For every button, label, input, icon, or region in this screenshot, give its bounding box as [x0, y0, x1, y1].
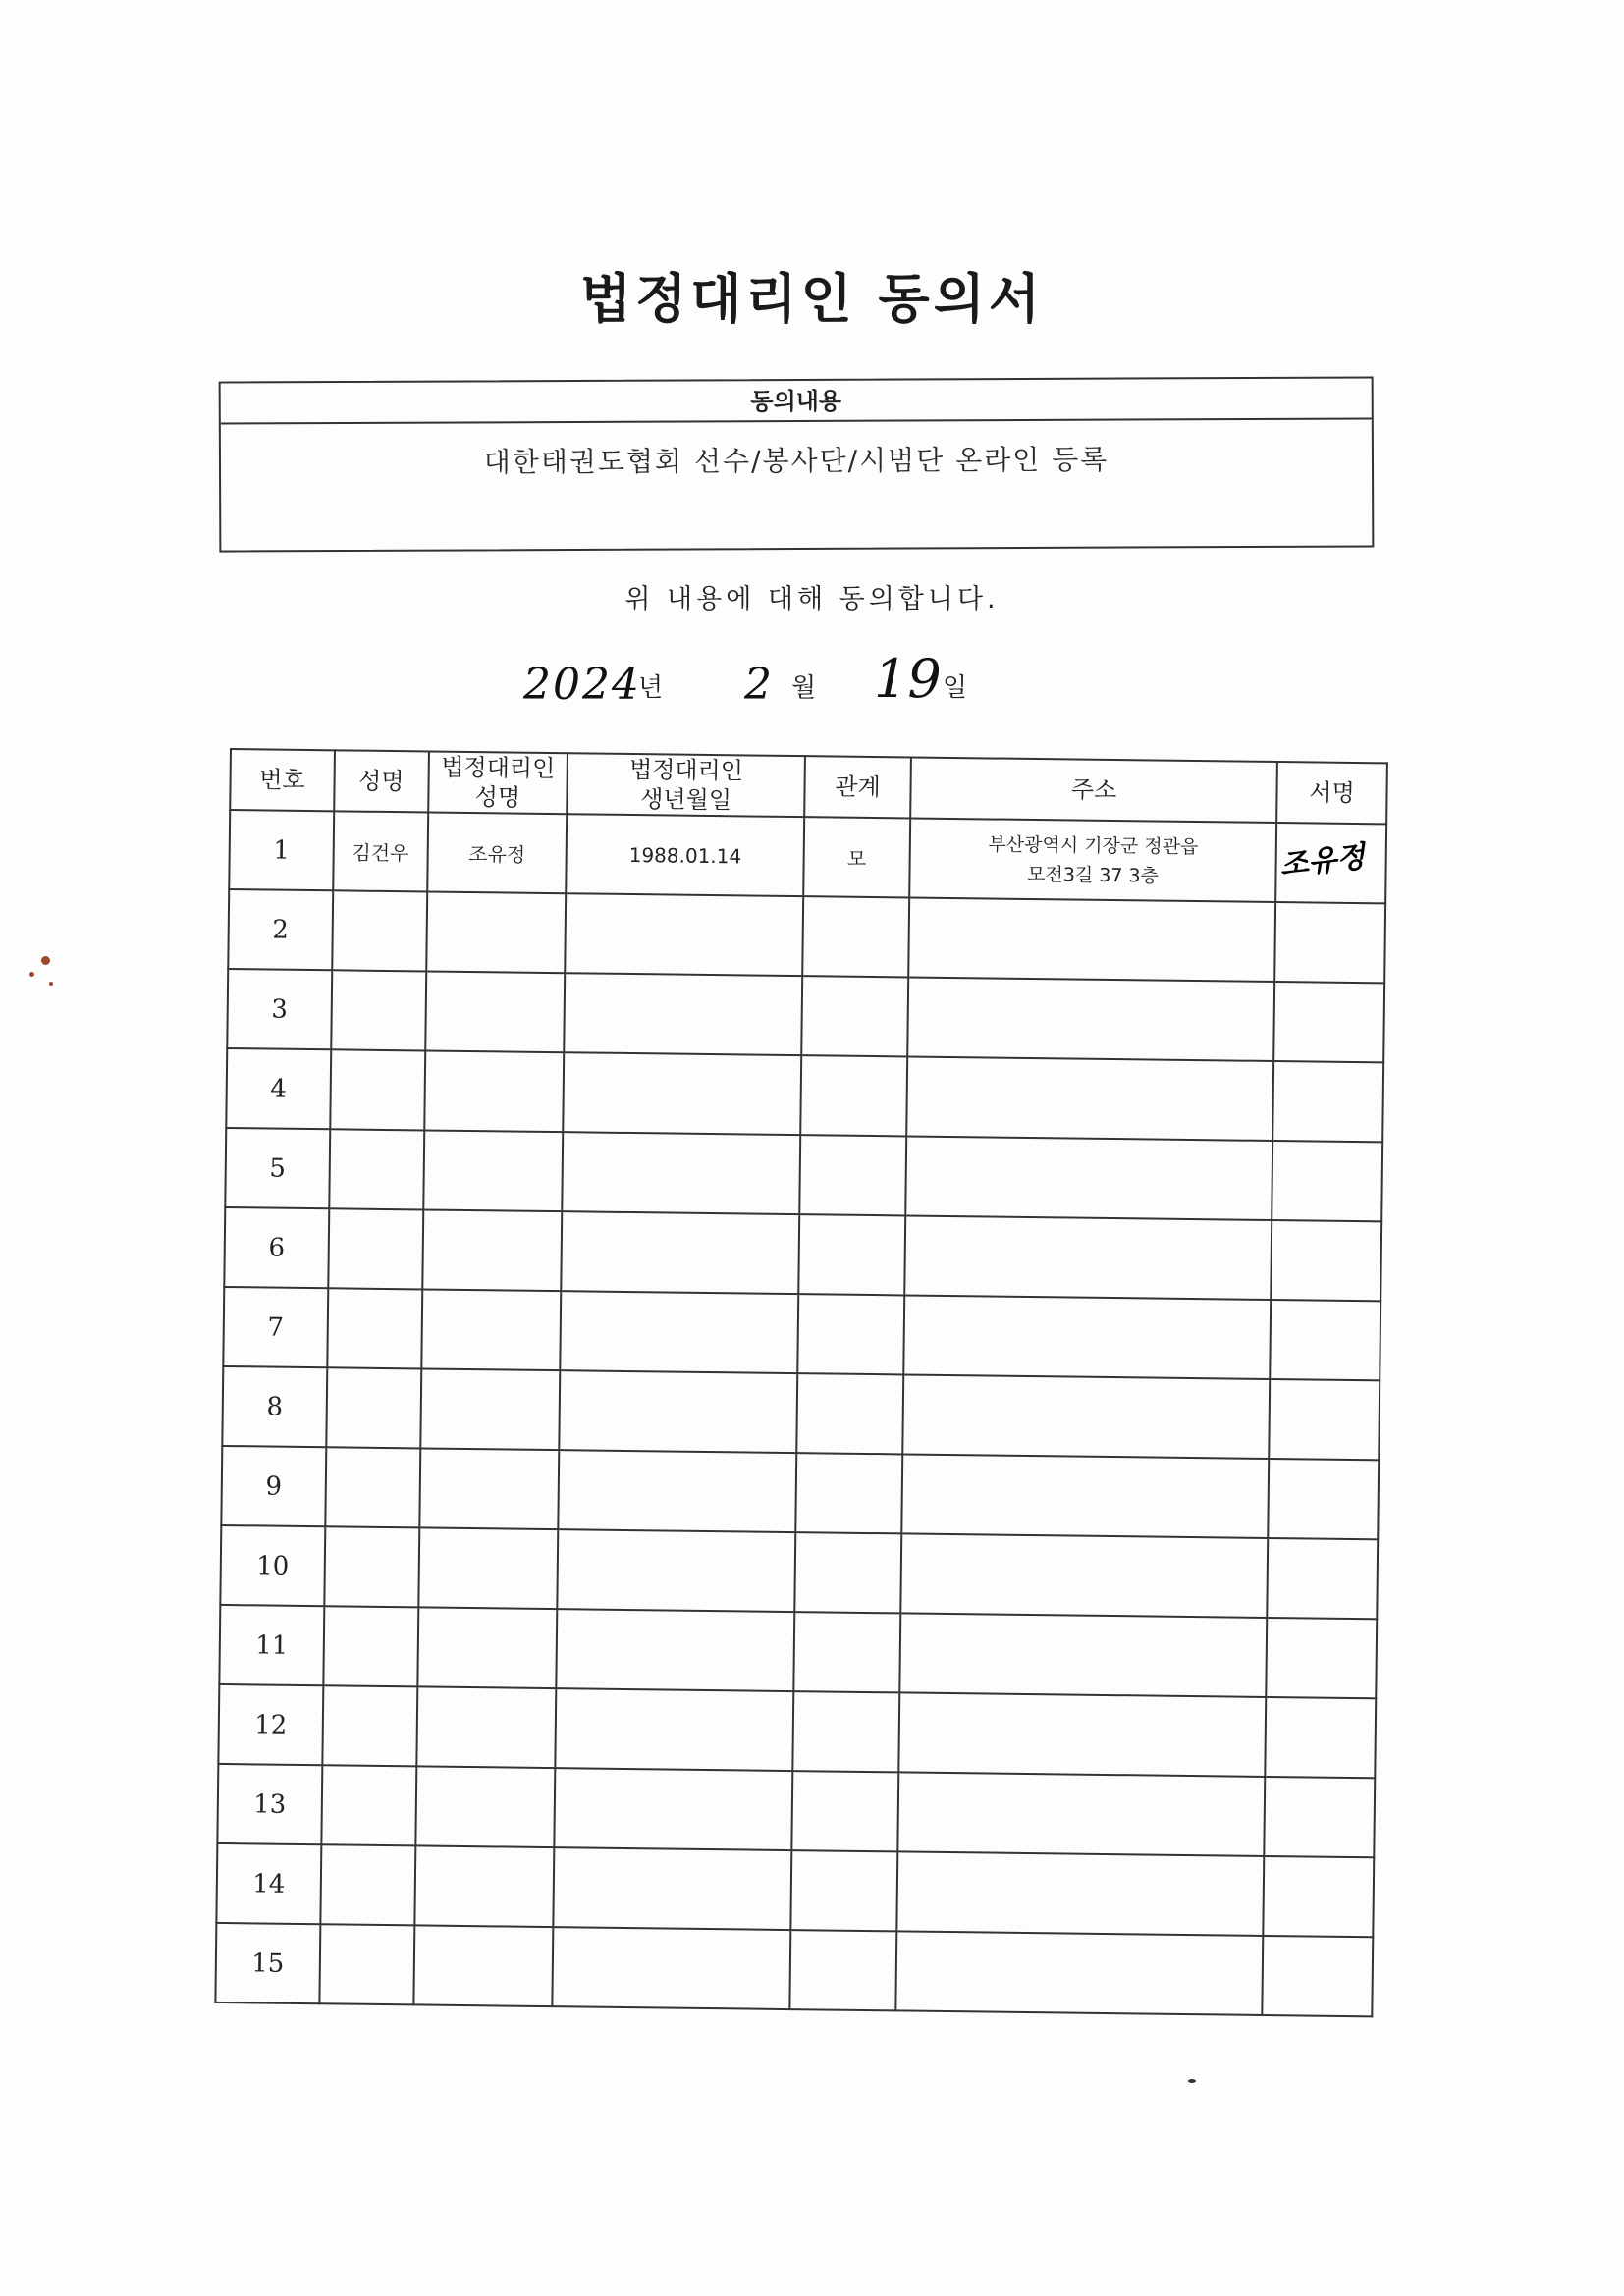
- row-name: 김건우: [333, 811, 428, 891]
- row-address: [897, 1772, 1265, 1856]
- row-address: [901, 1454, 1269, 1538]
- row-relation: 모: [803, 817, 910, 897]
- row-address: [898, 1692, 1266, 1777]
- row-signature-cell: [1267, 1538, 1378, 1619]
- agreement-statement: 위 내용에 대해 동의합니다.: [624, 584, 1000, 614]
- row-guardian-birth: [563, 1132, 801, 1214]
- table-row: [216, 1843, 1374, 1937]
- row-name: [332, 890, 427, 971]
- row-signature-cell: [1272, 1141, 1382, 1221]
- table-row: [220, 1525, 1378, 1619]
- row-no: 15: [215, 1923, 320, 2003]
- row-relation: [791, 1771, 898, 1851]
- paper-speck: [1188, 2079, 1196, 2083]
- row-guardian-name: [422, 1209, 563, 1291]
- header-relation: [804, 756, 911, 818]
- row-name: [326, 1367, 421, 1448]
- row-no: 10: [220, 1525, 325, 1606]
- row-address-line1: 부산광역시 기장군 정관읍: [988, 832, 1199, 858]
- row-guardian-birth: [554, 1847, 792, 1930]
- row-address: [906, 1056, 1273, 1141]
- row-no: 1: [229, 810, 334, 890]
- row-signature-cell: [1266, 1618, 1377, 1698]
- row-guardian-birth: [557, 1609, 795, 1691]
- header-address-label: 주소: [1070, 775, 1117, 805]
- table-row: [225, 1128, 1382, 1221]
- row-relation: [799, 1135, 906, 1215]
- row-guardian-birth: [565, 973, 803, 1055]
- row-guardian-name: [416, 1686, 557, 1768]
- row-relation: [792, 1691, 899, 1772]
- row-signature-cell: [1270, 1300, 1380, 1380]
- table-row: [221, 1446, 1379, 1539]
- row-guardian-birth: [562, 1211, 800, 1294]
- row-guardian-birth: [566, 893, 804, 976]
- date-month-handwritten: 2: [744, 660, 772, 710]
- row-guardian-name: [420, 1368, 561, 1450]
- row-address: [908, 897, 1275, 982]
- row-guardian-birth: [555, 1768, 793, 1850]
- row-signature-cell: [1263, 1856, 1374, 1937]
- date-day-unit: 일: [943, 673, 968, 703]
- date-line: [0, 648, 1624, 715]
- row-no: 4: [226, 1048, 331, 1129]
- row-guardian-name: [413, 1925, 554, 2006]
- header-guardian-birth-label: 법정대리인 생년월일: [628, 755, 744, 815]
- header-address: [910, 757, 1277, 823]
- row-relation: [796, 1373, 903, 1454]
- row-relation: [793, 1612, 900, 1692]
- row-relation: [802, 896, 909, 977]
- form-title: 법정대리인 동의서: [579, 268, 1045, 330]
- row-name: [320, 1844, 415, 1925]
- table-row: [229, 810, 1386, 903]
- date-year-handwritten: 2024: [523, 660, 641, 710]
- row-name: [319, 1924, 414, 2004]
- header-name-label: 성명: [357, 767, 405, 796]
- consent-content-body: 대한태권도협회 선수/봉사단/시범단 온라인 등록: [483, 443, 1110, 479]
- row-address: [899, 1613, 1267, 1697]
- row-name: [321, 1765, 416, 1845]
- row-guardian-birth: [558, 1529, 796, 1612]
- row-guardian-birth: [560, 1370, 798, 1453]
- row-signature-cell: [1265, 1697, 1376, 1778]
- row-name: [327, 1288, 422, 1368]
- row-relation: [794, 1532, 901, 1613]
- header-guardian-name: [428, 751, 568, 814]
- row-name: [330, 1049, 425, 1130]
- header-no: [230, 749, 335, 811]
- row-guardian-name: [417, 1607, 558, 1688]
- row-guardian-birth: [561, 1291, 799, 1373]
- row-name: [331, 970, 426, 1050]
- guardian-table: [214, 748, 1388, 2017]
- row-name: [328, 1208, 423, 1289]
- table-row: [224, 1207, 1381, 1301]
- row-address: [907, 977, 1274, 1061]
- header-signature: [1276, 762, 1387, 824]
- table-row: [215, 1923, 1373, 2016]
- row-guardian-name: [421, 1289, 562, 1370]
- row-relation: [798, 1214, 905, 1295]
- paper-speck: [49, 982, 53, 986]
- row-name: [325, 1447, 420, 1527]
- row-relation: [789, 1930, 896, 2010]
- row-guardian-birth: [564, 1052, 802, 1135]
- row-address: [909, 818, 1276, 902]
- row-guardian-name: [414, 1845, 555, 1927]
- guardian-table-wrapper: [214, 748, 1388, 2017]
- header-no-label: 번호: [259, 766, 305, 794]
- consent-content-header: 동의내용: [221, 378, 1372, 424]
- row-signature-cell: [1264, 1777, 1375, 1857]
- row-address: [895, 1931, 1263, 2015]
- row-no: 14: [216, 1843, 321, 1924]
- date-year-unit: 년: [638, 673, 664, 703]
- row-guardian-name: [423, 1130, 564, 1211]
- row-name: [329, 1129, 424, 1209]
- handwritten-signature: 조유정: [1277, 839, 1367, 883]
- row-guardian-name: [426, 891, 567, 973]
- row-relation: [790, 1850, 897, 1931]
- row-relation: [797, 1294, 904, 1374]
- row-guardian-name: [424, 1050, 565, 1132]
- row-guardian-birth: [556, 1688, 794, 1771]
- row-guardian-birth: [559, 1450, 797, 1532]
- table-row: [223, 1287, 1380, 1380]
- row-name: [322, 1685, 417, 1766]
- row-no: 11: [219, 1605, 324, 1685]
- paper-speck: [29, 972, 34, 977]
- row-no: 9: [221, 1446, 326, 1526]
- row-guardian-name: [425, 971, 566, 1052]
- header-guardian-birth: [568, 753, 805, 817]
- row-address: [903, 1295, 1271, 1379]
- row-signature-cell: [1269, 1379, 1380, 1460]
- row-guardian-name: [415, 1766, 556, 1847]
- consent-content-box: [219, 376, 1375, 552]
- row-guardian-name: [418, 1527, 559, 1609]
- row-relation: [795, 1453, 902, 1533]
- table-row: [219, 1605, 1377, 1698]
- row-name: [323, 1606, 418, 1686]
- row-relation: [801, 976, 908, 1056]
- header-signature-label: 서명: [1309, 778, 1355, 808]
- row-guardian-name: [419, 1448, 560, 1529]
- row-no: 12: [218, 1684, 323, 1765]
- table-row: [226, 1048, 1383, 1142]
- row-guardian-birth: [553, 1927, 791, 2009]
- row-signature-cell: [1273, 982, 1384, 1062]
- header-name: [334, 750, 429, 812]
- row-signature-cell: [1272, 1061, 1383, 1142]
- row-address: [902, 1374, 1270, 1459]
- row-no: 3: [227, 969, 332, 1049]
- row-address: [900, 1533, 1268, 1618]
- row-signature-cell: [1271, 1220, 1381, 1301]
- date-month-unit: 월: [791, 673, 817, 703]
- row-guardian-birth: 1988.01.14: [567, 814, 805, 896]
- paper-speck: [41, 956, 50, 965]
- row-guardian-name: 조유정: [427, 812, 568, 893]
- row-signature-cell: [1262, 1936, 1373, 2016]
- row-no: 2: [228, 889, 333, 970]
- row-signature-cell: [1274, 902, 1385, 983]
- row-no: 7: [223, 1287, 328, 1367]
- table-row: [227, 969, 1384, 1062]
- row-no: 6: [224, 1207, 329, 1288]
- table-row: [228, 889, 1385, 983]
- date-day-handwritten: 19: [874, 648, 942, 710]
- row-address-line2: 모전3길 37 3층: [1026, 863, 1160, 887]
- table-row: [222, 1366, 1380, 1460]
- row-address: [905, 1136, 1272, 1220]
- row-no: 8: [222, 1366, 327, 1447]
- table-row: [217, 1764, 1375, 1857]
- row-name: [324, 1526, 419, 1607]
- row-no: 13: [217, 1764, 322, 1844]
- row-address: [904, 1215, 1272, 1300]
- header-guardian-name-label: 법정대리인 성명: [441, 753, 556, 812]
- table-row: [218, 1684, 1376, 1778]
- row-address: [896, 1851, 1264, 1936]
- row-relation: [800, 1055, 907, 1136]
- row-no: 5: [225, 1128, 330, 1208]
- header-relation-label: 관계: [835, 773, 881, 802]
- row-signature-cell: [1268, 1459, 1379, 1539]
